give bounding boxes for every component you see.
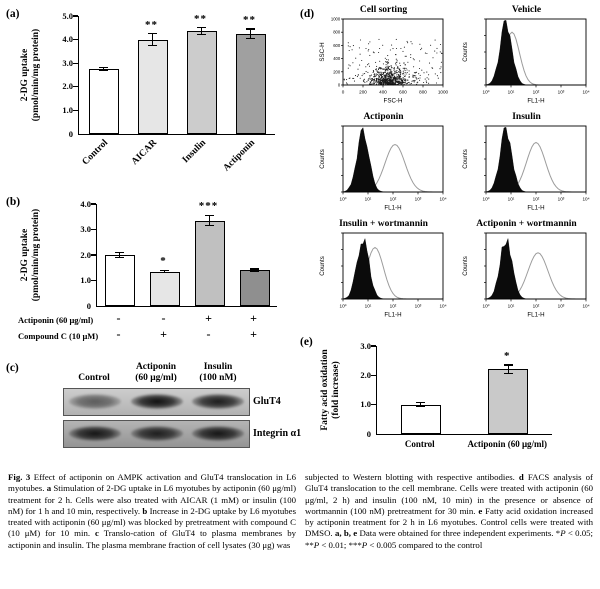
- y-tick-label: 4.0: [80, 198, 91, 209]
- facs-cell-actiponin: [312, 111, 455, 217]
- facs-plot-title: Actiponin: [363, 112, 404, 122]
- y-axis-label: [320, 346, 342, 434]
- bar-Insulin: [187, 31, 217, 134]
- band-label-glut4: GluT4: [253, 396, 281, 407]
- panel-d-facs-grid: [312, 4, 598, 324]
- wb-lane-text: Insulin: [203, 362, 233, 372]
- treatment-sign: -: [116, 311, 121, 325]
- facs-cell-insulin: [455, 111, 598, 217]
- svg-text:10³: 10³: [557, 196, 564, 202]
- caption-segment: Effect of actiponin on AMPK activation and GluT4 translocation in L6 myotubes.: [8, 472, 297, 494]
- caption-segment: d: [518, 472, 524, 482]
- svg-text:0: 0: [337, 82, 340, 88]
- y-tick-label: 1.0: [80, 275, 91, 285]
- facs-cell-actiponin-wortmannin: [455, 218, 598, 324]
- facs-plot-title: Actiponin + wortmannin: [476, 219, 577, 229]
- bar-col3: [195, 221, 225, 306]
- error-bar-cap: [99, 67, 108, 68]
- error-bar-cap: [205, 225, 214, 226]
- significance-marker: **: [243, 13, 256, 26]
- svg-text:10⁴: 10⁴: [438, 196, 447, 202]
- svg-text:10²: 10²: [532, 89, 539, 95]
- error-bar: [152, 34, 153, 46]
- facs-plot-holder: [312, 16, 455, 110]
- svg-text:10³: 10³: [414, 196, 421, 202]
- caption-segment: e: [478, 505, 483, 516]
- svg-text:1000: 1000: [437, 89, 448, 95]
- y-tick: [371, 404, 376, 405]
- error-bar-cap: [205, 215, 214, 216]
- svg-text:0: 0: [341, 89, 344, 95]
- error-bar-cap: [148, 33, 157, 34]
- x-axis-label: FL1-H: [383, 204, 402, 212]
- y-tick-label: 2.0: [62, 81, 73, 92]
- flow-scatter-svg: [317, 16, 451, 110]
- y-axis-label-line: (pmol/min/mg protein): [31, 28, 41, 122]
- x-axis-label: FSC-H: [383, 97, 402, 105]
- x-axis-label: FL1-H: [526, 97, 545, 105]
- y-tick: [91, 229, 96, 230]
- x-axis-label: FL1-H: [383, 311, 402, 319]
- svg-text:800: 800: [418, 89, 427, 95]
- treatment-sign: +: [160, 327, 167, 341]
- bar-AICAR: [138, 40, 168, 134]
- error-bar-cap: [250, 268, 259, 269]
- treatment-sign: -: [206, 327, 211, 341]
- panel-a-label: (a): [6, 8, 20, 20]
- caption-segment: < 0.005 compared to the control: [367, 539, 483, 550]
- y-tick-label: 0: [68, 128, 73, 139]
- blot-band: [192, 426, 244, 441]
- y-tick-label: 0: [366, 428, 371, 439]
- svg-text:10⁰: 10⁰: [482, 89, 489, 95]
- error-bar-cap: [416, 406, 425, 407]
- svg-text:200: 200: [332, 69, 340, 75]
- x-tick-label: Actiponin (60 μg/ml): [467, 439, 548, 449]
- y-tick: [91, 203, 96, 204]
- svg-text:600: 600: [332, 42, 340, 48]
- wb-lane-text: (100 nM): [199, 373, 237, 383]
- error-bar-cap: [148, 45, 157, 46]
- svg-text:10⁰: 10⁰: [339, 303, 346, 309]
- y-tick: [73, 110, 78, 111]
- flow-hist-svg: [317, 230, 451, 324]
- caption-segment: subjected to Western blotting with respective antibodies.: [305, 472, 519, 482]
- plot-area: [78, 13, 275, 135]
- error-bar-cap: [246, 38, 255, 39]
- band-label-integrin: Integrin α1: [253, 428, 302, 439]
- svg-text:10⁴: 10⁴: [581, 89, 590, 95]
- y-tick-label: 3.0: [80, 224, 91, 234]
- flow-hist-svg: [460, 230, 594, 324]
- error-bar-cap: [250, 271, 259, 272]
- svg-text:400: 400: [332, 56, 340, 62]
- panel-c-label: (c): [6, 362, 19, 374]
- caption-segment: Stimulation of 2-DG uptake in L6 myotubes by actiponin (60 μg/ml) treatment for 2 h. Cells were also treated with AICAR (1 mM) or insulin (100 nM) for 1 h and 10 min, respectively.: [8, 483, 296, 516]
- y-tick: [371, 345, 376, 346]
- y-tick-label: 2.0: [80, 249, 91, 260]
- blot-band: [69, 394, 121, 409]
- treatment-row-label: Compound C (10 μM): [18, 331, 99, 341]
- caption-segment: a: [46, 483, 52, 494]
- svg-text:10³: 10³: [414, 303, 421, 309]
- treatment-sign: -: [116, 327, 121, 341]
- svg-text:10⁴: 10⁴: [581, 303, 590, 309]
- y-axis-label: Counts: [318, 256, 326, 276]
- svg-text:10⁰: 10⁰: [339, 196, 346, 202]
- caption-segment: P: [361, 539, 368, 550]
- svg-text:10¹: 10¹: [507, 303, 514, 309]
- plot-area: [96, 204, 277, 307]
- facs-cell-cell-sorting: [312, 4, 455, 110]
- y-tick-label: 3.0: [62, 57, 73, 68]
- treatment-sign: +: [250, 311, 257, 325]
- error-bar-cap: [504, 364, 513, 365]
- error-bar-cap: [115, 257, 124, 258]
- caption-segment: < 0.05; **: [305, 528, 594, 550]
- panel-a-bar-chart: [18, 6, 292, 194]
- x-axis-label: FL1-H: [526, 311, 545, 319]
- svg-text:10¹: 10¹: [507, 89, 514, 95]
- x-axis-label: FL1-H: [526, 204, 545, 212]
- flow-hist-svg: [460, 123, 594, 217]
- bar-col2: [150, 272, 180, 306]
- facs-plot-holder: [312, 230, 455, 324]
- y-tick-label: 0: [86, 300, 91, 311]
- bar-Actiponin (60 μg/ml): [488, 369, 528, 434]
- facs-plot-holder: [455, 16, 598, 110]
- svg-text:200: 200: [358, 89, 367, 95]
- blot-band: [131, 426, 183, 441]
- error-bar-cap: [197, 27, 206, 28]
- caption-segment: c: [95, 528, 99, 539]
- y-axis-label: [20, 16, 42, 134]
- y-axis-label: Counts: [318, 149, 326, 169]
- caption-segment: P: [313, 539, 320, 550]
- y-tick-label: 1.0: [360, 399, 371, 410]
- facs-plot-holder: [455, 123, 598, 217]
- caption-segment: Translo-cation of GluT4 to plasma membranes by actiponin and insulin. The plasma membrane fraction of cell lysates (30 μg) was: [8, 528, 296, 550]
- western-blot-strip-integrin: [63, 420, 250, 448]
- y-axis-label-line: (fold increase): [331, 361, 341, 419]
- caption-segment: P: [560, 528, 566, 539]
- caption-segment: Fatty acid oxidation increased by actiponin treatment for 2 h in L6 myotubes. Control cells were treated with DMSO.: [305, 505, 593, 539]
- y-axis-label-line: (pmol/min/mg protein): [31, 208, 41, 302]
- wb-lane-text: (60 μg/ml): [135, 373, 177, 383]
- svg-text:1000: 1000: [330, 16, 340, 22]
- blot-band: [69, 426, 121, 441]
- svg-text:10¹: 10¹: [364, 303, 371, 309]
- error-bar-cap: [115, 252, 124, 253]
- x-tick-label: Control: [80, 138, 110, 168]
- panel-e-bar-chart: [318, 334, 596, 470]
- facs-plot-title: Cell sorting: [359, 5, 408, 15]
- facs-plot-holder: [455, 230, 598, 324]
- error-bar-cap: [246, 28, 255, 29]
- y-axis-label: Counts: [461, 149, 469, 169]
- svg-text:10²: 10²: [532, 196, 539, 202]
- svg-text:10²: 10²: [532, 303, 539, 309]
- svg-text:400: 400: [378, 89, 387, 95]
- y-tick-label: 3.0: [360, 340, 371, 351]
- y-tick-label: 1.0: [62, 104, 73, 115]
- facs-cell-insulin-wortmannin: [312, 218, 455, 324]
- y-tick: [73, 63, 78, 64]
- error-bar-cap: [160, 272, 169, 273]
- y-tick: [371, 375, 376, 376]
- panel-b-label: (b): [6, 196, 21, 208]
- flow-hist-svg: [460, 16, 594, 110]
- caption-segment: a, b, e: [334, 528, 358, 539]
- error-bar-cap: [504, 373, 513, 374]
- caption-column-right: [305, 472, 593, 551]
- svg-text:10²: 10²: [389, 303, 396, 309]
- facs-cell-vehicle: [455, 4, 598, 110]
- error-bar-cap: [197, 34, 206, 35]
- facs-plot-title: Insulin: [512, 112, 541, 122]
- svg-text:10⁴: 10⁴: [438, 303, 447, 309]
- y-axis-label: Counts: [461, 256, 469, 276]
- svg-text:10¹: 10¹: [364, 196, 371, 202]
- significance-marker: *: [160, 255, 167, 268]
- western-blot-strip-glut4: [63, 388, 250, 416]
- wb-lane-text: Control: [78, 373, 110, 383]
- y-tick: [73, 39, 78, 40]
- bar-col1: [105, 255, 135, 306]
- y-axis-label: [20, 204, 42, 306]
- bar-Actiponin: [236, 34, 266, 134]
- y-tick-label: 4.0: [62, 34, 73, 45]
- svg-text:600: 600: [398, 89, 407, 95]
- svg-text:10³: 10³: [557, 89, 564, 95]
- bar-col4: [240, 270, 270, 306]
- y-axis-label-line: 2-DG uptake: [20, 228, 30, 282]
- significance-marker: *: [504, 350, 511, 363]
- treatment-sign: +: [205, 311, 212, 325]
- y-tick: [91, 280, 96, 281]
- caption-segment: < 0.01; ***: [319, 539, 362, 550]
- flow-hist-svg: [317, 123, 451, 217]
- panel-d-label: (d): [300, 8, 315, 20]
- facs-plot-title: Insulin + wortmannin: [339, 219, 428, 229]
- y-tick-label: 5.0: [62, 10, 73, 21]
- panel-b-bar-chart: [18, 198, 292, 350]
- x-tick-label: AICAR: [129, 138, 159, 168]
- svg-text:10⁰: 10⁰: [482, 303, 489, 309]
- y-tick: [73, 15, 78, 16]
- y-tick: [91, 254, 96, 255]
- error-bar-cap: [160, 270, 169, 271]
- blot-band: [192, 394, 244, 409]
- panel-e-label: (e): [300, 336, 313, 348]
- caption-column-left: [8, 472, 296, 551]
- svg-text:10³: 10³: [557, 303, 564, 309]
- y-axis-label: Counts: [461, 42, 469, 62]
- caption-segment: Fig. 3: [8, 472, 31, 482]
- svg-text:10⁰: 10⁰: [482, 196, 489, 202]
- error-bar-cap: [416, 402, 425, 403]
- bar-Control: [401, 405, 441, 434]
- y-tick: [73, 86, 78, 87]
- panel-c-western-blot: [18, 358, 318, 464]
- y-axis-label-line: 2-DG uptake: [20, 48, 30, 102]
- treatment-sign: -: [161, 311, 166, 325]
- significance-marker: **: [194, 12, 207, 25]
- caption-segment: FACS analysis of GluT4 translocation to the cell membrane. Cells were treated with actiponin (60 μg/ml, 2 h) and insulin (100 nM, 10 min) in the presence or absence of wortmannin (100 nM) pretreatment for 30 min.: [305, 472, 593, 516]
- blot-band: [131, 394, 183, 409]
- significance-marker: ***: [198, 200, 219, 213]
- error-bar-cap: [99, 70, 108, 71]
- wb-lane-label-insulin: [172, 358, 264, 384]
- svg-text:10²: 10²: [389, 196, 396, 202]
- caption-segment: Increase in 2-DG uptake by L6 myotubes treated with actiponin (60 μg/ml) was blocked by pretreatment with compound C (10 μM) for 10 min.: [8, 505, 297, 539]
- bar-Control: [89, 69, 119, 134]
- svg-text:10⁴: 10⁴: [581, 196, 590, 202]
- y-axis-label: SSC-H: [318, 42, 326, 62]
- facs-plot-holder: [312, 123, 455, 217]
- treatment-row-label: Actiponin (60 μg/ml): [18, 315, 94, 325]
- y-axis-label-line: Fatty acid oxidation: [320, 349, 330, 431]
- x-tick-label: Control: [404, 439, 435, 449]
- caption-segment: b: [142, 505, 148, 516]
- treatment-sign: +: [250, 327, 257, 341]
- svg-text:800: 800: [332, 29, 340, 35]
- facs-plot-title: Vehicle: [511, 5, 542, 15]
- y-tick-label: 2.0: [360, 369, 371, 380]
- significance-marker: **: [145, 18, 158, 31]
- caption-segment: Data were obtained for three independent experiments. *: [357, 528, 561, 539]
- svg-text:10¹: 10¹: [507, 196, 514, 202]
- x-tick-label: Actiponin: [221, 138, 257, 174]
- wb-lane-text: Actiponin: [135, 362, 177, 372]
- x-tick-label: Insulin: [180, 138, 208, 166]
